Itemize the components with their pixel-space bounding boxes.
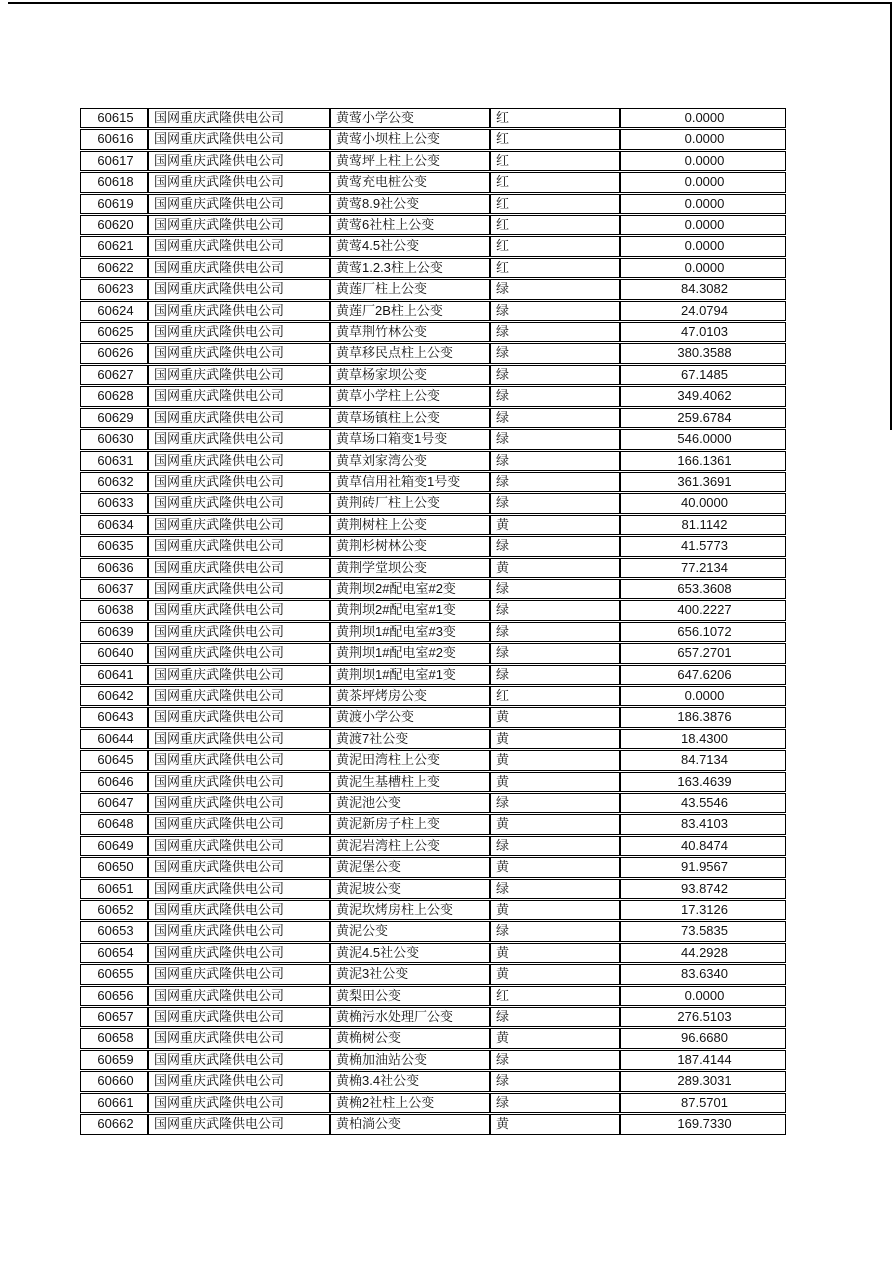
table-row (80, 365, 786, 385)
value-cell[interactable]: 647.6206 (620, 665, 786, 685)
transformer-name-cell[interactable]: 黄泥田湾柱上公变 (330, 750, 490, 770)
status-color-cell[interactable]: 绿 (490, 579, 620, 599)
transformer-name-cell[interactable]: 黄荆坝2#配电室#2变 (330, 579, 490, 599)
status-color-cell[interactable]: 绿 (490, 622, 620, 642)
transformer-name-cell[interactable]: 黄桷加油站公变 (330, 1050, 490, 1070)
table-row (80, 921, 786, 941)
status-color-cell[interactable]: 黄 (490, 1114, 620, 1134)
transformer-name-cell[interactable]: 黄草移民点柱上公变 (330, 343, 490, 363)
value-cell[interactable]: 87.5701 (620, 1093, 786, 1113)
value-cell[interactable]: 657.2701 (620, 643, 786, 663)
company-cell[interactable]: 国网重庆武隆供电公司 (148, 301, 330, 321)
value-cell[interactable]: 276.5103 (620, 1007, 786, 1027)
transformer-name-cell[interactable]: 黄泥新房子柱上变 (330, 814, 490, 834)
value-cell[interactable]: 77.2134 (620, 558, 786, 578)
status-color-cell[interactable]: 绿 (490, 1050, 620, 1070)
row-id-cell[interactable]: 60637 (80, 579, 148, 599)
status-color-cell[interactable]: 红 (490, 129, 620, 149)
value-cell[interactable]: 93.8742 (620, 879, 786, 899)
value-cell[interactable]: 0.0000 (620, 151, 786, 171)
value-cell[interactable]: 400.2227 (620, 600, 786, 620)
company-cell[interactable]: 国网重庆武隆供电公司 (148, 493, 330, 513)
row-id-cell[interactable]: 60632 (80, 472, 148, 492)
table-row (80, 151, 786, 171)
table-row (80, 879, 786, 899)
row-id-cell[interactable]: 60659 (80, 1050, 148, 1070)
value-cell[interactable]: 40.8474 (620, 836, 786, 856)
company-cell[interactable]: 国网重庆武隆供电公司 (148, 857, 330, 877)
status-color-cell[interactable]: 黄 (490, 772, 620, 792)
table-row (80, 986, 786, 1006)
transformer-name-cell[interactable]: 黄草刘家湾公变 (330, 451, 490, 471)
value-cell[interactable]: 83.6340 (620, 964, 786, 984)
table-row (80, 600, 786, 620)
table-row (80, 108, 786, 128)
transformer-name-cell[interactable]: 黄莺小坝柱上公变 (330, 129, 490, 149)
table-row (80, 1071, 786, 1091)
company-cell[interactable]: 国网重庆武隆供电公司 (148, 921, 330, 941)
value-cell[interactable]: 0.0000 (620, 172, 786, 192)
table-body (80, 108, 786, 1135)
value-cell[interactable]: 187.4144 (620, 1050, 786, 1070)
value-cell[interactable]: 84.7134 (620, 750, 786, 770)
transformer-name-cell[interactable]: 黄柏淌公变 (330, 1114, 490, 1134)
table-row (80, 750, 786, 770)
status-color-cell[interactable]: 绿 (490, 643, 620, 663)
company-cell[interactable]: 国网重庆武隆供电公司 (148, 1114, 330, 1134)
row-id-cell[interactable]: 60630 (80, 429, 148, 449)
status-color-cell[interactable]: 绿 (490, 429, 620, 449)
status-color-cell[interactable]: 绿 (490, 472, 620, 492)
value-cell[interactable]: 259.6784 (620, 408, 786, 428)
table-row (80, 408, 786, 428)
value-cell[interactable]: 166.1361 (620, 451, 786, 471)
table-row (80, 707, 786, 727)
company-cell[interactable]: 国网重庆武隆供电公司 (148, 236, 330, 256)
table-row (80, 194, 786, 214)
row-id-cell[interactable]: 60622 (80, 258, 148, 278)
table-row (80, 536, 786, 556)
row-id-cell[interactable]: 60635 (80, 536, 148, 556)
company-cell[interactable]: 国网重庆武隆供电公司 (148, 536, 330, 556)
transformer-name-cell[interactable]: 黄泥3社公变 (330, 964, 490, 984)
company-cell[interactable]: 国网重庆武隆供电公司 (148, 215, 330, 235)
row-id-cell[interactable]: 60654 (80, 943, 148, 963)
table-row (80, 814, 786, 834)
row-id-cell[interactable]: 60648 (80, 814, 148, 834)
company-cell[interactable]: 国网重庆武隆供电公司 (148, 322, 330, 342)
transformer-name-cell[interactable]: 黄茶坪烤房公变 (330, 686, 490, 706)
status-color-cell[interactable]: 黄 (490, 857, 620, 877)
company-cell[interactable]: 国网重庆武隆供电公司 (148, 622, 330, 642)
table-row (80, 1028, 786, 1048)
value-cell[interactable]: 47.0103 (620, 322, 786, 342)
company-cell[interactable]: 国网重庆武隆供电公司 (148, 986, 330, 1006)
company-cell[interactable]: 国网重庆武隆供电公司 (148, 472, 330, 492)
row-id-cell[interactable]: 60615 (80, 108, 148, 128)
status-color-cell[interactable]: 绿 (490, 1093, 620, 1113)
value-cell[interactable]: 24.0794 (620, 301, 786, 321)
row-id-cell[interactable]: 60623 (80, 279, 148, 299)
row-id-cell[interactable]: 60619 (80, 194, 148, 214)
transformer-name-cell[interactable]: 黄草荆竹林公变 (330, 322, 490, 342)
row-id-cell[interactable]: 60661 (80, 1093, 148, 1113)
status-color-cell[interactable]: 绿 (490, 1007, 620, 1027)
table-row (80, 236, 786, 256)
status-color-cell[interactable]: 绿 (490, 365, 620, 385)
table-row (80, 301, 786, 321)
status-color-cell[interactable]: 黄 (490, 558, 620, 578)
value-cell[interactable]: 0.0000 (620, 236, 786, 256)
transformer-name-cell[interactable]: 黄莺充电桩公变 (330, 172, 490, 192)
value-cell[interactable]: 67.1485 (620, 365, 786, 385)
table-row (80, 686, 786, 706)
value-cell[interactable]: 0.0000 (620, 129, 786, 149)
table-row (80, 1050, 786, 1070)
table-row (80, 579, 786, 599)
status-color-cell[interactable]: 绿 (490, 665, 620, 685)
status-color-cell[interactable]: 红 (490, 236, 620, 256)
status-color-cell[interactable]: 黄 (490, 900, 620, 920)
table-row (80, 729, 786, 749)
row-id-cell[interactable]: 60647 (80, 793, 148, 813)
value-cell[interactable]: 163.4639 (620, 772, 786, 792)
row-id-cell[interactable]: 60642 (80, 686, 148, 706)
transformer-name-cell[interactable]: 黄莺4.5社公变 (330, 236, 490, 256)
transformer-name-cell[interactable]: 黄莲厂2B柱上公变 (330, 301, 490, 321)
company-cell[interactable]: 国网重庆武隆供电公司 (148, 451, 330, 471)
table-row (80, 472, 786, 492)
value-cell[interactable]: 41.5773 (620, 536, 786, 556)
table-row (80, 836, 786, 856)
status-color-cell[interactable]: 绿 (490, 493, 620, 513)
company-cell[interactable]: 国网重庆武隆供电公司 (148, 943, 330, 963)
transformer-name-cell[interactable]: 黄泥坎烤房柱上公变 (330, 900, 490, 920)
transformer-name-cell[interactable]: 黄草信用社箱变1号变 (330, 472, 490, 492)
transformer-name-cell[interactable]: 黄莺1.2.3柱上公变 (330, 258, 490, 278)
transformer-name-cell[interactable]: 黄莺8.9社公变 (330, 194, 490, 214)
company-cell[interactable]: 国网重庆武隆供电公司 (148, 172, 330, 192)
row-id-cell[interactable]: 60616 (80, 129, 148, 149)
status-color-cell[interactable]: 红 (490, 258, 620, 278)
value-cell[interactable]: 83.4103 (620, 814, 786, 834)
value-cell[interactable]: 0.0000 (620, 986, 786, 1006)
company-cell[interactable]: 国网重庆武隆供电公司 (148, 964, 330, 984)
status-color-cell[interactable]: 绿 (490, 921, 620, 941)
company-cell[interactable]: 国网重庆武隆供电公司 (148, 408, 330, 428)
row-id-cell[interactable]: 60652 (80, 900, 148, 920)
row-id-cell[interactable]: 60646 (80, 772, 148, 792)
table-row (80, 793, 786, 813)
company-cell[interactable]: 国网重庆武隆供电公司 (148, 900, 330, 920)
table-row (80, 772, 786, 792)
row-id-cell[interactable]: 60631 (80, 451, 148, 471)
company-cell[interactable]: 国网重庆武隆供电公司 (148, 707, 330, 727)
status-color-cell[interactable]: 黄 (490, 515, 620, 535)
status-color-cell[interactable]: 绿 (490, 301, 620, 321)
company-cell[interactable]: 国网重庆武隆供电公司 (148, 836, 330, 856)
transformer-name-cell[interactable]: 黄莺6社柱上公变 (330, 215, 490, 235)
company-cell[interactable]: 国网重庆武隆供电公司 (148, 279, 330, 299)
company-cell[interactable]: 国网重庆武隆供电公司 (148, 665, 330, 685)
row-id-cell[interactable]: 60651 (80, 879, 148, 899)
value-cell[interactable]: 73.5835 (620, 921, 786, 941)
transformer-name-cell[interactable]: 黄草杨家坝公变 (330, 365, 490, 385)
company-cell[interactable]: 国网重庆武隆供电公司 (148, 429, 330, 449)
company-cell[interactable]: 国网重庆武隆供电公司 (148, 386, 330, 406)
company-cell[interactable]: 国网重庆武隆供电公司 (148, 729, 330, 749)
transformer-name-cell[interactable]: 黄荆树柱上公变 (330, 515, 490, 535)
transformer-name-cell[interactable]: 黄渡小学公变 (330, 707, 490, 727)
value-cell[interactable]: 349.4062 (620, 386, 786, 406)
row-id-cell[interactable]: 60653 (80, 921, 148, 941)
company-cell[interactable]: 国网重庆武隆供电公司 (148, 151, 330, 171)
company-cell[interactable]: 国网重庆武隆供电公司 (148, 579, 330, 599)
company-cell[interactable]: 国网重庆武隆供电公司 (148, 879, 330, 899)
transformer-name-cell[interactable]: 黄泥4.5社公变 (330, 943, 490, 963)
row-id-cell[interactable]: 60657 (80, 1007, 148, 1027)
table-row (80, 386, 786, 406)
row-id-cell[interactable]: 60627 (80, 365, 148, 385)
value-cell[interactable]: 380.3588 (620, 343, 786, 363)
transformer-name-cell[interactable]: 黄渡7社公变 (330, 729, 490, 749)
status-color-cell[interactable]: 绿 (490, 408, 620, 428)
transformer-name-cell[interactable]: 黄荆坝1#配电室#3变 (330, 622, 490, 642)
value-cell[interactable]: 44.2928 (620, 943, 786, 963)
table-row (80, 172, 786, 192)
value-cell[interactable]: 186.3876 (620, 707, 786, 727)
company-cell[interactable]: 国网重庆武隆供电公司 (148, 750, 330, 770)
row-id-cell[interactable]: 60660 (80, 1071, 148, 1091)
row-id-cell[interactable]: 60645 (80, 750, 148, 770)
value-cell[interactable]: 40.0000 (620, 493, 786, 513)
table-row (80, 1007, 786, 1027)
table-row (80, 1093, 786, 1113)
company-cell[interactable]: 国网重庆武隆供电公司 (148, 814, 330, 834)
company-cell[interactable]: 国网重庆武隆供电公司 (148, 772, 330, 792)
row-id-cell[interactable]: 60624 (80, 301, 148, 321)
value-cell[interactable]: 289.3031 (620, 1071, 786, 1091)
table-row (80, 258, 786, 278)
table-row (80, 429, 786, 449)
transformer-name-cell[interactable]: 黄泥岩湾柱上公变 (330, 836, 490, 856)
transformer-name-cell[interactable]: 黄草场镇柱上公变 (330, 408, 490, 428)
company-cell[interactable]: 国网重庆武隆供电公司 (148, 600, 330, 620)
row-id-cell[interactable]: 60636 (80, 558, 148, 578)
status-color-cell[interactable]: 黄 (490, 943, 620, 963)
transformer-name-cell[interactable]: 黄荆砖厂柱上公变 (330, 493, 490, 513)
transformer-name-cell[interactable]: 黄桷树公变 (330, 1028, 490, 1048)
company-cell[interactable]: 国网重庆武隆供电公司 (148, 365, 330, 385)
status-color-cell[interactable]: 红 (490, 194, 620, 214)
status-color-cell[interactable]: 黄 (490, 814, 620, 834)
transformer-name-cell[interactable]: 黄草小学柱上公变 (330, 386, 490, 406)
table-row (80, 665, 786, 685)
row-id-cell[interactable]: 60620 (80, 215, 148, 235)
row-id-cell[interactable]: 60640 (80, 643, 148, 663)
company-cell[interactable]: 国网重庆武隆供电公司 (148, 1050, 330, 1070)
row-id-cell[interactable]: 60625 (80, 322, 148, 342)
table-row (80, 643, 786, 663)
table-row (80, 129, 786, 149)
row-id-cell[interactable]: 60656 (80, 986, 148, 1006)
status-color-cell[interactable]: 红 (490, 172, 620, 192)
transformer-name-cell[interactable]: 黄梨田公变 (330, 986, 490, 1006)
company-cell[interactable]: 国网重庆武隆供电公司 (148, 108, 330, 128)
value-cell[interactable]: 361.3691 (620, 472, 786, 492)
status-color-cell[interactable]: 绿 (490, 279, 620, 299)
table-row (80, 451, 786, 471)
value-cell[interactable]: 81.1142 (620, 515, 786, 535)
company-cell[interactable]: 国网重庆武隆供电公司 (148, 1007, 330, 1027)
table-row (80, 622, 786, 642)
table-row (80, 515, 786, 535)
transformer-name-cell[interactable]: 黄荆坝1#配电室#2变 (330, 643, 490, 663)
transformer-name-cell[interactable]: 黄荆坝1#配电室#1变 (330, 665, 490, 685)
table-row (80, 343, 786, 363)
row-id-cell[interactable]: 60617 (80, 151, 148, 171)
status-color-cell[interactable]: 绿 (490, 386, 620, 406)
value-cell[interactable]: 91.9567 (620, 857, 786, 877)
status-color-cell[interactable]: 绿 (490, 836, 620, 856)
transformer-name-cell[interactable]: 黄泥池公变 (330, 793, 490, 813)
row-id-cell[interactable]: 60621 (80, 236, 148, 256)
transformer-name-cell[interactable]: 黄泥公变 (330, 921, 490, 941)
transformer-name-cell[interactable]: 黄桷3.4社公变 (330, 1071, 490, 1091)
row-id-cell[interactable]: 60644 (80, 729, 148, 749)
row-id-cell[interactable]: 60643 (80, 707, 148, 727)
row-id-cell[interactable]: 60626 (80, 343, 148, 363)
data-table (80, 107, 786, 1136)
company-cell[interactable]: 国网重庆武隆供电公司 (148, 515, 330, 535)
company-cell[interactable]: 国网重庆武隆供电公司 (148, 343, 330, 363)
status-color-cell[interactable]: 黄 (490, 750, 620, 770)
table-row (80, 322, 786, 342)
transformer-name-cell[interactable]: 黄桷污水处理厂公变 (330, 1007, 490, 1027)
value-cell[interactable]: 653.3608 (620, 579, 786, 599)
row-id-cell[interactable]: 60650 (80, 857, 148, 877)
row-id-cell[interactable]: 60662 (80, 1114, 148, 1134)
row-id-cell[interactable]: 60629 (80, 408, 148, 428)
row-id-cell[interactable]: 60618 (80, 172, 148, 192)
row-id-cell[interactable]: 60658 (80, 1028, 148, 1048)
status-color-cell[interactable]: 黄 (490, 1028, 620, 1048)
row-id-cell[interactable]: 60633 (80, 493, 148, 513)
company-cell[interactable]: 国网重庆武隆供电公司 (148, 1093, 330, 1113)
transformer-name-cell[interactable]: 黄莺坪上柱上公变 (330, 151, 490, 171)
row-id-cell[interactable]: 60655 (80, 964, 148, 984)
company-cell[interactable]: 国网重庆武隆供电公司 (148, 1071, 330, 1091)
value-cell[interactable]: 43.5546 (620, 793, 786, 813)
table-row (80, 1114, 786, 1134)
value-cell[interactable]: 17.3126 (620, 900, 786, 920)
status-color-cell[interactable]: 绿 (490, 1071, 620, 1091)
status-color-cell[interactable]: 红 (490, 986, 620, 1006)
status-color-cell[interactable]: 绿 (490, 879, 620, 899)
table-row (80, 964, 786, 984)
value-cell[interactable]: 656.1072 (620, 622, 786, 642)
status-color-cell[interactable]: 红 (490, 108, 620, 128)
transformer-name-cell[interactable]: 黄泥坡公变 (330, 879, 490, 899)
table-row (80, 493, 786, 513)
row-id-cell[interactable]: 60649 (80, 836, 148, 856)
transformer-name-cell[interactable]: 黄泥堡公变 (330, 857, 490, 877)
row-id-cell[interactable]: 60639 (80, 622, 148, 642)
table-row (80, 558, 786, 578)
value-cell[interactable]: 0.0000 (620, 108, 786, 128)
transformer-name-cell[interactable]: 黄莺小学公变 (330, 108, 490, 128)
value-cell[interactable]: 169.7330 (620, 1114, 786, 1134)
value-cell[interactable]: 84.3082 (620, 279, 786, 299)
transformer-name-cell[interactable]: 黄草场口箱变1号变 (330, 429, 490, 449)
row-id-cell[interactable]: 60634 (80, 515, 148, 535)
value-cell[interactable]: 546.0000 (620, 429, 786, 449)
status-color-cell[interactable]: 绿 (490, 536, 620, 556)
value-cell[interactable]: 0.0000 (620, 194, 786, 214)
company-cell[interactable]: 国网重庆武隆供电公司 (148, 1028, 330, 1048)
page-top-border-line (8, 2, 892, 4)
table-row (80, 215, 786, 235)
table-row (80, 279, 786, 299)
company-cell[interactable]: 国网重庆武隆供电公司 (148, 558, 330, 578)
value-cell[interactable]: 0.0000 (620, 686, 786, 706)
company-cell[interactable]: 国网重庆武隆供电公司 (148, 258, 330, 278)
transformer-name-cell[interactable]: 黄莲厂柱上公变 (330, 279, 490, 299)
value-cell[interactable]: 18.4300 (620, 729, 786, 749)
company-cell[interactable]: 国网重庆武隆供电公司 (148, 129, 330, 149)
table-row (80, 857, 786, 877)
table-row (80, 900, 786, 920)
transformer-name-cell[interactable]: 黄桷2社柱上公变 (330, 1093, 490, 1113)
transformer-name-cell[interactable]: 黄荆杉树林公变 (330, 536, 490, 556)
status-color-cell[interactable]: 绿 (490, 322, 620, 342)
company-cell[interactable]: 国网重庆武隆供电公司 (148, 643, 330, 663)
value-cell[interactable]: 96.6680 (620, 1028, 786, 1048)
row-id-cell[interactable]: 60638 (80, 600, 148, 620)
company-cell[interactable]: 国网重庆武隆供电公司 (148, 793, 330, 813)
table-row (80, 943, 786, 963)
status-color-cell[interactable]: 黄 (490, 729, 620, 749)
status-color-cell[interactable]: 绿 (490, 451, 620, 471)
transformer-name-cell[interactable]: 黄荆学堂坝公变 (330, 558, 490, 578)
company-cell[interactable]: 国网重庆武隆供电公司 (148, 194, 330, 214)
status-color-cell[interactable]: 黄 (490, 707, 620, 727)
transformer-name-cell[interactable]: 黄荆坝2#配电室#1变 (330, 600, 490, 620)
value-cell[interactable]: 0.0000 (620, 215, 786, 235)
status-color-cell[interactable]: 黄 (490, 964, 620, 984)
company-cell[interactable]: 国网重庆武隆供电公司 (148, 686, 330, 706)
status-color-cell[interactable]: 红 (490, 686, 620, 706)
status-color-cell[interactable]: 绿 (490, 793, 620, 813)
value-cell[interactable]: 0.0000 (620, 258, 786, 278)
status-color-cell[interactable]: 绿 (490, 600, 620, 620)
status-color-cell[interactable]: 红 (490, 215, 620, 235)
transformer-name-cell[interactable]: 黄泥生基槽柱上变 (330, 772, 490, 792)
row-id-cell[interactable]: 60641 (80, 665, 148, 685)
status-color-cell[interactable]: 绿 (490, 343, 620, 363)
row-id-cell[interactable]: 60628 (80, 386, 148, 406)
status-color-cell[interactable]: 红 (490, 151, 620, 171)
